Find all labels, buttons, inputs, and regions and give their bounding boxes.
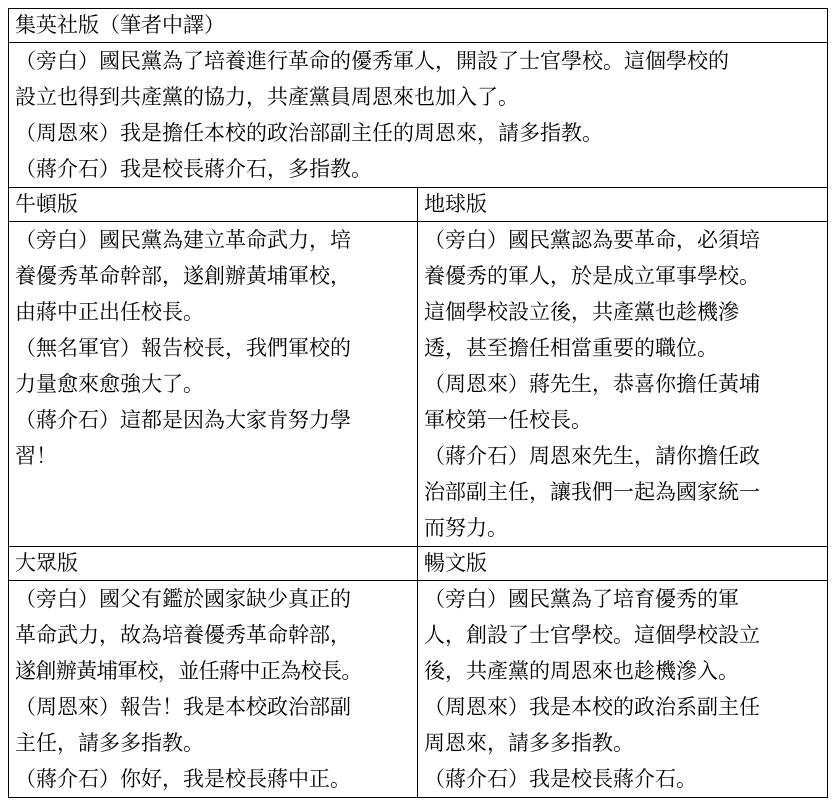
jiying-line: （旁白）國民黨為了培養進行革命的優秀軍人，開設了士官學校。這個學校的: [15, 49, 729, 73]
niudun-line: 由蔣中正出任校長。: [15, 300, 204, 324]
diqiu-line: 軍校第一任校長。: [424, 408, 592, 432]
changwen-body: [418, 581, 828, 798]
diqiu-line: （蔣介石）周恩來先生，請你擔任政: [424, 444, 760, 468]
dazhong-line: 遂創辦黃埔軍校，並任蔣中正為校長。: [15, 659, 362, 683]
changwen-line: 後，共產黨的周恩來也趁機滲入。: [424, 659, 739, 683]
diqiu-header: 地球版: [418, 188, 828, 222]
dazhong-line: 革命武力，故為培養優秀革命幹部，: [15, 623, 351, 647]
diqiu-line: （周恩來）蔣先生，恭喜你擔任黃埔: [424, 372, 760, 396]
dazhong-line: （周恩來）報告！我是本校政治部副: [15, 695, 351, 719]
diqiu-line: 這個學校設立後，共產黨也趁機滲: [424, 300, 739, 324]
changwen-line: （旁白）國民黨為了培育優秀的軍: [424, 587, 739, 611]
diqiu-line: 透，甚至擔任相當重要的職位。: [424, 336, 718, 360]
diqiu-body: [418, 222, 828, 547]
jiying-body: [9, 43, 828, 188]
diqiu-line: 養優秀的軍人，於是成立軍事學校。: [424, 264, 760, 288]
dazhong-line: （旁白）國父有鑑於國家缺少真正的: [15, 587, 351, 611]
niudun-line: （蔣介石）這都是因為大家肯努力學: [15, 408, 351, 432]
dazhong-line: （蔣介石）你好，我是校長蔣中正。: [15, 767, 351, 791]
niudun-line: 力量愈來愈強大了。: [15, 372, 204, 396]
diqiu-line: （旁白）國民黨認為要革命，必須培: [424, 228, 760, 252]
changwen-line: （蔣介石）我是校長蔣介石。: [424, 767, 697, 791]
changwen-line: 人，創設了士官學校。這個學校設立: [424, 623, 760, 647]
jiying-line: （蔣介石）我是校長蔣介石，多指教。: [15, 157, 372, 181]
changwen-line: 周恩來，請多多指教。: [424, 731, 634, 755]
jiying-line: 設立也得到共產黨的協力，共產黨員周恩來也加入了。: [15, 85, 519, 109]
textbook-comparison-table: [8, 8, 828, 798]
niudun-line: （旁白）國民黨為建立革命武力，培: [15, 228, 351, 252]
niudun-line: 養優秀革命幹部，遂創辦黃埔軍校，: [15, 264, 351, 288]
diqiu-line: 治部副主任，讓我們一起為國家統一: [424, 480, 760, 504]
niudun-body: [9, 222, 418, 547]
dazhong-line: 主任，請多多指教。: [15, 731, 204, 755]
jiying-line: （周恩來）我是擔任本校的政治部副主任的周恩來，請多指教。: [15, 121, 603, 145]
dazhong-body: [9, 581, 418, 798]
diqiu-line: 而努力。: [424, 516, 508, 540]
niudun-line: （無名軍官）報告校長，我們軍校的: [15, 336, 351, 360]
changwen-line: （周恩來）我是本校的政治系副主任: [424, 695, 760, 719]
jiying-header: 集英社版（筆者中譯）: [9, 9, 828, 43]
changwen-header: 暢文版: [418, 547, 828, 581]
niudun-header: 牛頓版: [9, 188, 418, 222]
niudun-line: 習！: [15, 444, 57, 468]
dazhong-header: 大眾版: [9, 547, 418, 581]
